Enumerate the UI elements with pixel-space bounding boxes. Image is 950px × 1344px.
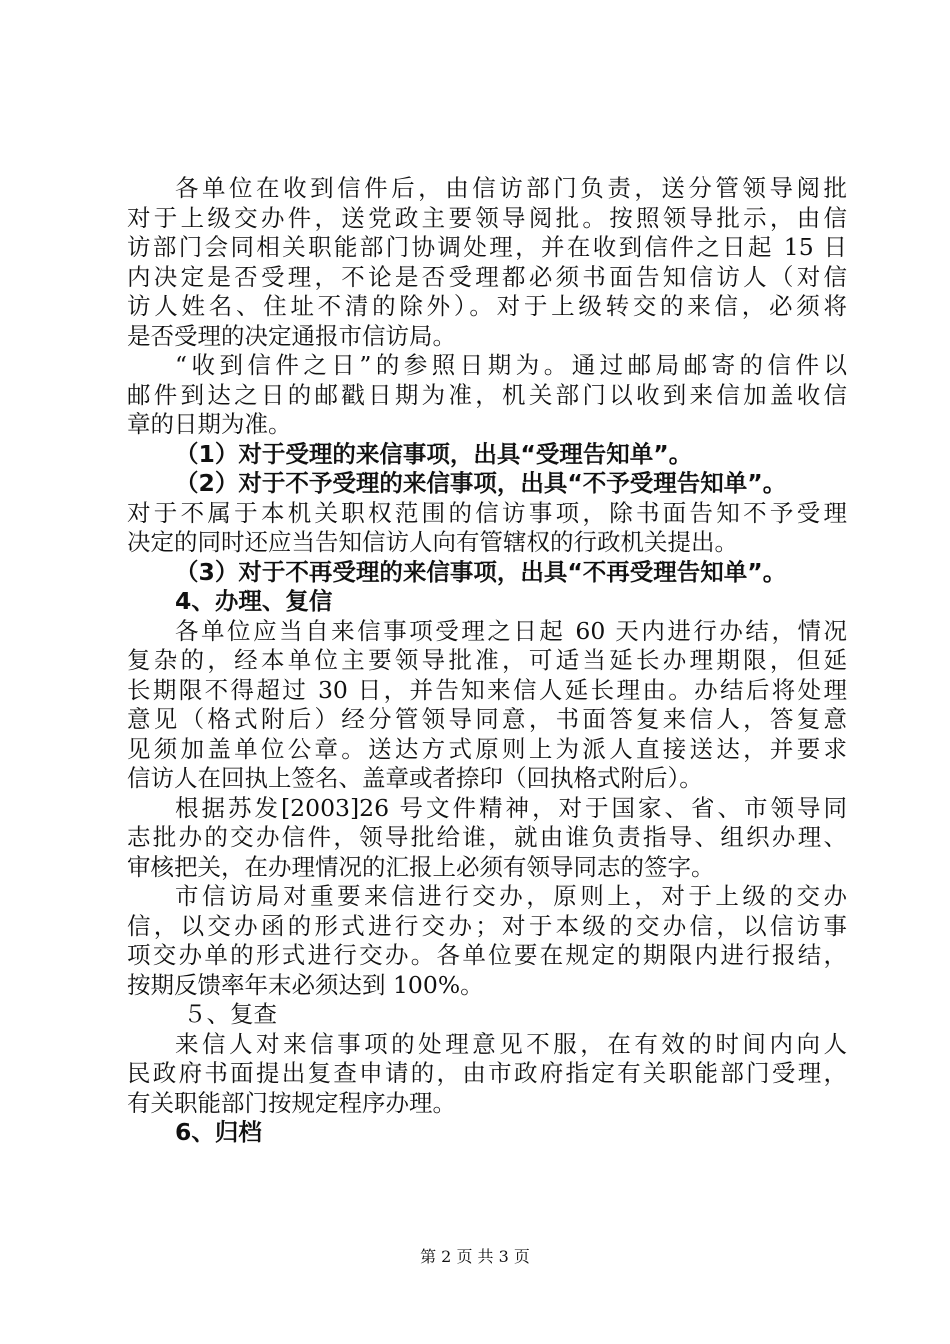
page-footer: 第 2 页 共 3 页 <box>420 1247 530 1266</box>
body-line: 见须加盖单位公章。送达方式原则上为派人直接送达，并要求 <box>127 734 847 763</box>
body-line: 来信人对来信事项的处理意见不服，在有效的时间内向人 <box>175 1029 847 1058</box>
body-line: 信访人在回执上签名、盖章或者捺印（回执格式附后）。 <box>127 764 703 792</box>
body-line: “收到信件之日”的参照日期为。通过邮局邮寄的信件以 <box>175 351 847 379</box>
body-line: 对于上级交办件，送党政主要领导阅批。按照领导批示，由信 <box>127 203 847 232</box>
item-3-heading: （3）对于不再受理的来信事项，出具“不再受理告知单”。 <box>175 557 787 586</box>
body-line: 访人姓名、住址不清的除外）。对于上级转交的来信，必须将 <box>127 292 847 320</box>
body-line: 审核把关，在办理情况的汇报上必须有领导同志的签字。 <box>127 852 715 881</box>
body-line: 按期反馈率年末必须达到 100%。 <box>127 970 484 999</box>
body-line: 项交办单的形式进行交办。各单位要在规定的期限内进行报结， <box>127 941 847 969</box>
section-5-heading: ５、复查 <box>183 1000 277 1028</box>
body-line: 邮件到达之日的邮戳日期为准，机关部门以收到来信加盖收信 <box>127 380 847 409</box>
body-line: 有关职能部门按规定程序办理。 <box>127 1088 456 1117</box>
body-line: 内决定是否受理，不论是否受理都必须书面告知信访人（对信 <box>127 262 847 291</box>
body-line: 复杂的，经本单位主要领导批准，可适当延长办理期限，但延 <box>127 646 847 674</box>
body-line: 市信访局对重要来信进行交办，原则上，对于上级的交办 <box>175 882 847 910</box>
body-line: 意见（格式附后）经分管领导同意，书面答复来信人，答复意 <box>127 705 847 733</box>
body-line: 信，以交办函的形式进行交办；对于本级的交办信，以信访事 <box>127 911 847 940</box>
body-line: 对于不属于本机关职权范围的信访事项，除书面告知不予受理 <box>127 498 847 527</box>
body-line: 各单位在收到信件后，由信访部门负责，送分管领导阅批 <box>175 174 847 202</box>
body-line: 访部门会同相关职能部门协调处理，并在收到信件之日起 15 日 <box>127 233 847 261</box>
body-line: 是否受理的决定通报市信访局。 <box>127 321 456 350</box>
body-line: 民政府书面提出复查申请的，由市政府指定有关职能部门受理， <box>127 1059 847 1087</box>
body-line: 章的日期为准。 <box>127 410 292 438</box>
body-line: 长期限不得超过 30 日，并告知来信人延长理由。办结后将处理 <box>127 675 847 704</box>
body-line: 决定的同时还应当告知信访人向有管辖权的行政机关提出。 <box>127 528 738 556</box>
section-4-heading: 4、办理、复信 <box>175 587 333 615</box>
item-1-heading: （1）对于受理的来信事项，出具“受理告知单”。 <box>175 439 693 468</box>
section-6-heading: 6、归档 <box>175 1118 262 1146</box>
item-2-heading: （2）对于不予受理的来信事项，出具“不予受理告知单”。 <box>175 469 787 497</box>
body-line: 各单位应当自来信事项受理之日起 60 天内进行办结，情况 <box>175 616 847 645</box>
body-line: 志批办的交办信件，领导批给谁，就由谁负责指导、组织办理、 <box>127 823 847 851</box>
body-line: 根据苏发[2003]26 号文件精神，对于国家、省、市领导同 <box>175 793 847 822</box>
